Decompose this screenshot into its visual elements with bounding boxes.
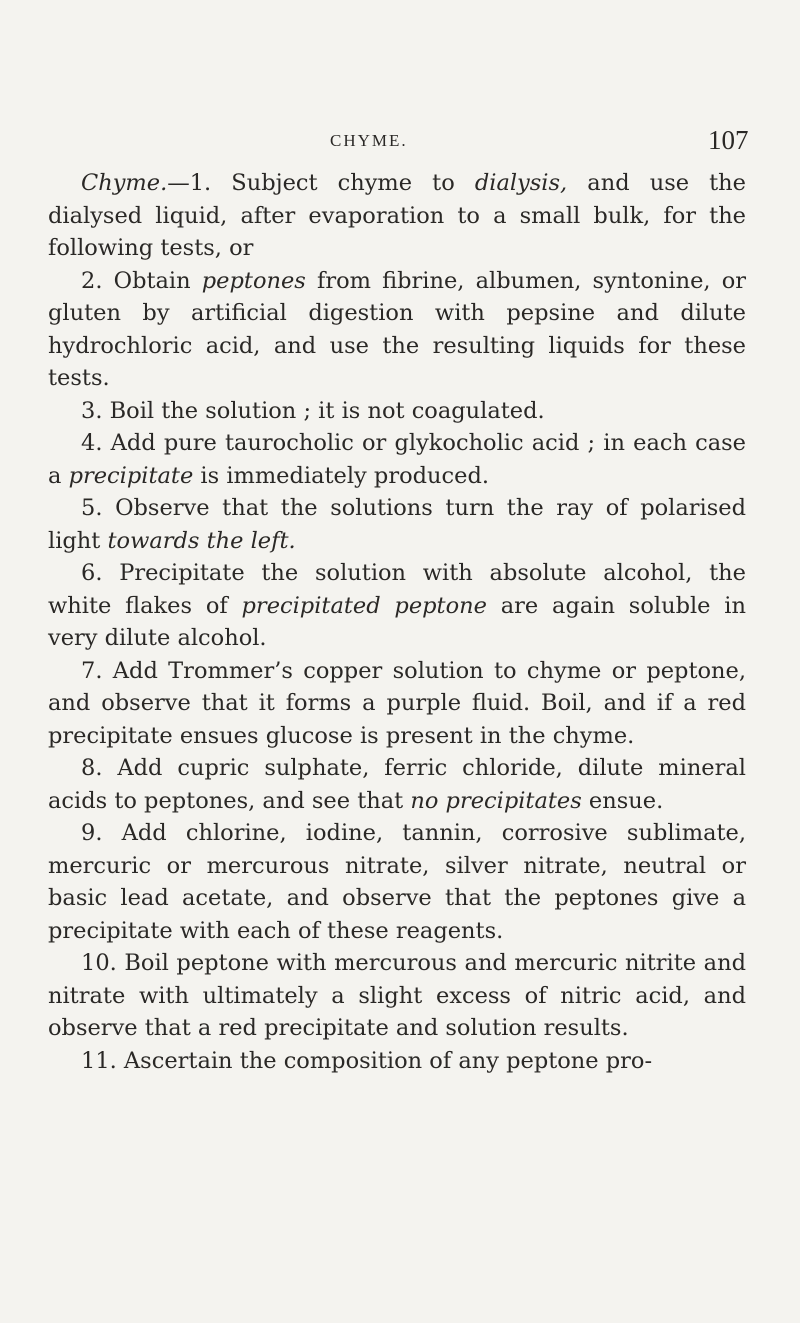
paragraph-precipitate-alcohol [48,557,746,655]
text-run: 7. Add Trommer’s copper solution to chyme or peptone, and observe that it forms a purple fluid. Boil, and if a red precipitate ensues glucose is present in the chyme. [48,657,746,749]
text-run: 4. Add pure taurocholic or glykocholic acid ; in each case a [48,430,746,489]
emphasis-term: no precipitates [410,787,582,814]
page-number: 107 [708,125,749,155]
text-run: ensue. [581,787,664,814]
paragraph-ascertain-composition [48,1045,746,1078]
text-run: 3. Boil the solution ; it is not coagulated. [81,397,545,424]
emphasis-term: dialysis, [474,170,568,196]
paragraph-boil-peptone [48,947,746,1045]
text-run: 11. Ascertain the composition of any peptone pro- [81,1047,653,1074]
emphasis-term: precipitate [68,462,194,489]
text-run: 2. Obtain [81,267,202,294]
paragraph-add-acid [48,427,746,492]
running-title: CHYME. [330,131,408,150]
text-run: are again soluble in very dilute alcohol. [48,592,746,651]
emphasis-term: precipitated peptone [241,592,487,619]
text-run: and use the dialysed liquid, after evaporation to a small bulk, for the following tests, or [48,170,746,261]
paragraph-cupric-sulphate [48,752,746,817]
text-run: 5. Observe that the solutions turn the ray of polarised light [48,495,746,554]
paragraph-chyme-dialysis [48,167,746,265]
section-heading: Chyme. [81,170,168,196]
emphasis-term: peptones [201,267,306,294]
paragraph-polarised-light [48,492,746,557]
text-run: 8. Add cupric sulphate, ferric chloride, dilute mineral acids to peptones, and see that [48,755,746,814]
text-run: is immediately produced. [193,462,489,489]
body-text [48,167,746,1077]
paragraph-trommer-solution [48,655,746,753]
running-head [0,125,800,165]
text-run: 9. Add chlorine, iodine, tannin, corrosive sublimate, mercuric or mercurous nitrate, silver nitrate, neutral or basic lead acetate, and observe that the peptones give a precipitate with each of these reagents. [48,820,746,944]
paragraph-boil-solution [48,395,746,428]
paragraph-obtain-peptones [48,265,746,395]
emphasis-term: towards the left. [107,527,296,554]
text-run: from fibrine, albumen, syntonine, or gluten by artificial digestion with pepsine and dilute hydrochloric acid, and use the resulting liquids for these tests. [48,267,746,391]
text-run: 10. Boil peptone with mercurous and mercuric nitrite and nitrate with ultimately a slight excess of nitric acid, and observe that a red precipitate and solution results. [48,950,746,1041]
paragraph-chlorine-reagents [48,817,746,947]
text-run: —1. Subject chyme to [167,170,475,196]
text-run: 6. Precipitate the solution with absolute alcohol, the white flakes of [48,560,746,619]
